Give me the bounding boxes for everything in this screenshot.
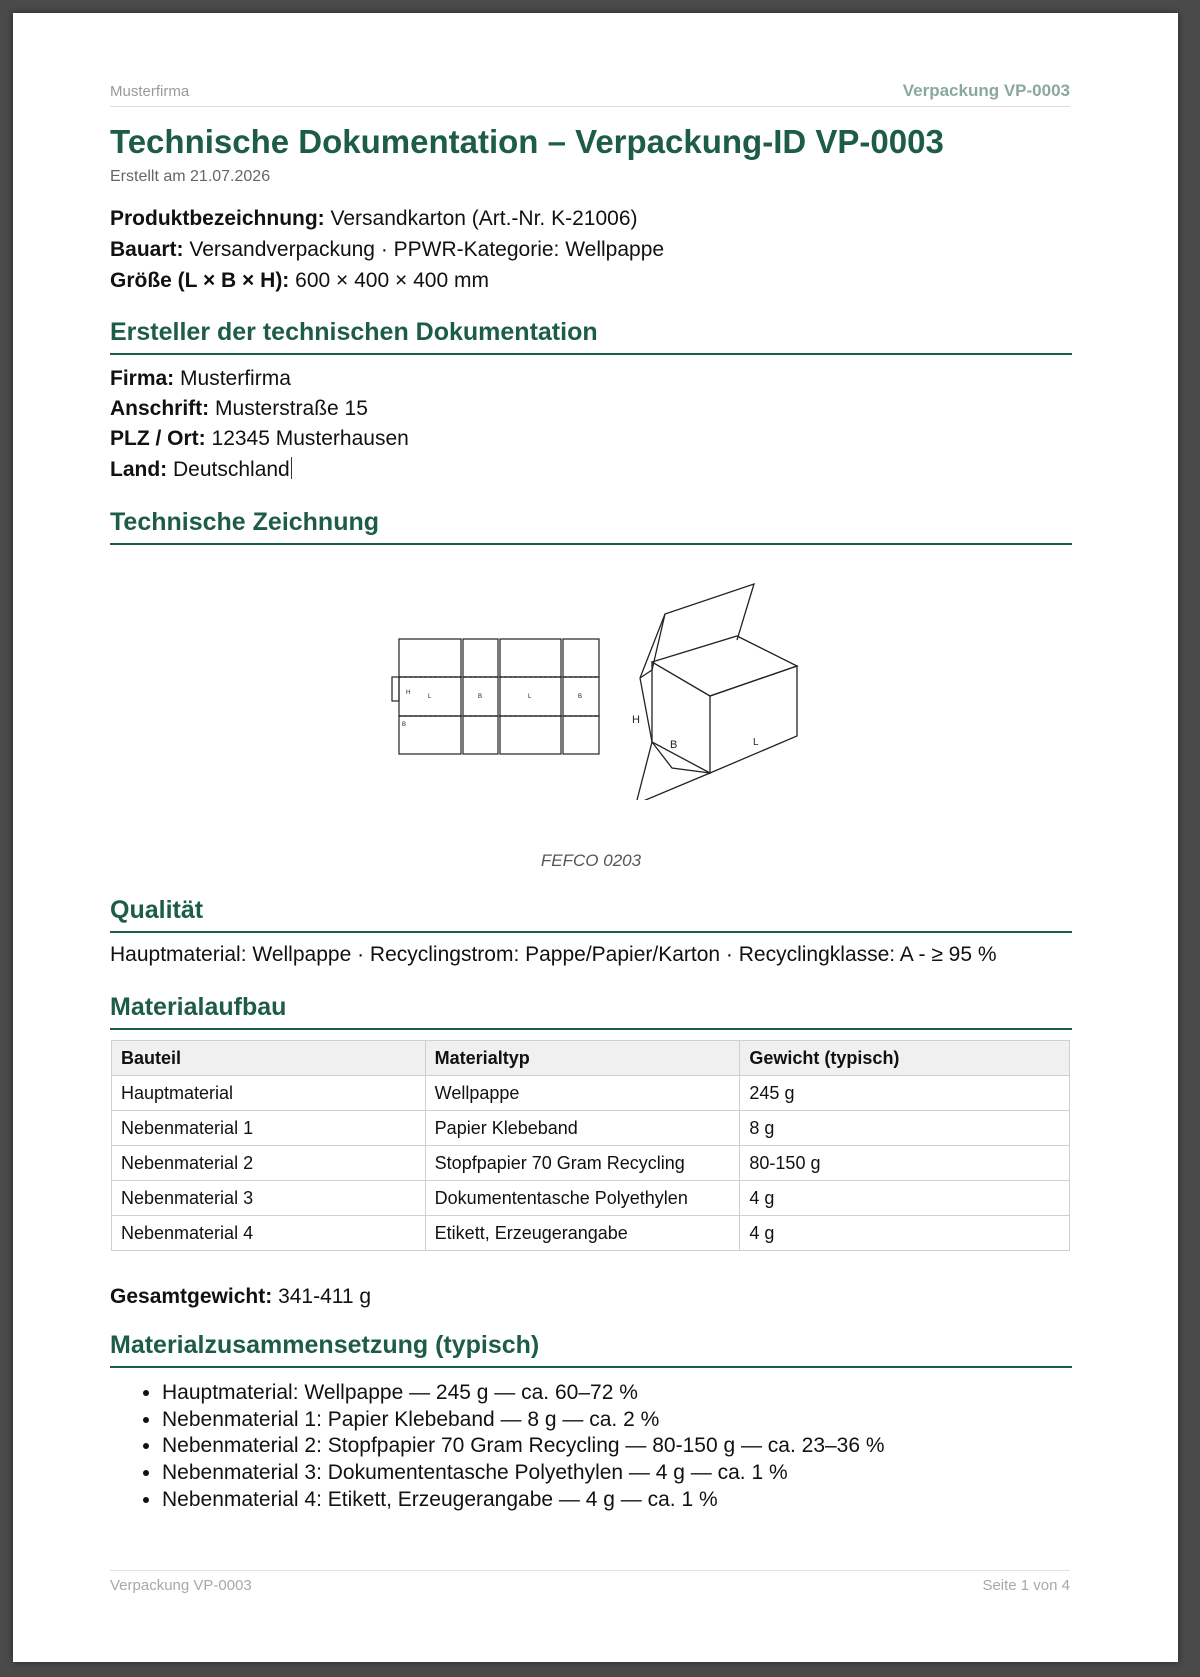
box-label-l: L	[753, 737, 759, 748]
creator-address-label: Anschrift:	[110, 397, 210, 420]
product-name-label: Produktbezeichnung:	[110, 207, 325, 230]
running-header	[110, 70, 1070, 107]
table-cell: Nebenmaterial 1	[112, 1111, 426, 1146]
product-type-label: Bauart:	[110, 238, 184, 261]
header-company: Musterfirma	[110, 83, 190, 100]
section-creator-title: Ersteller der technischen Dokumentation	[110, 318, 598, 346]
section-drawing-heading	[110, 505, 1072, 545]
table-cell: Stopfpapier 70 Gram Recycling	[425, 1146, 740, 1181]
technical-drawing	[380, 580, 820, 800]
table-cell: 8 g	[740, 1111, 1070, 1146]
flat-label-b3: B	[402, 722, 407, 728]
table-cell: Dokumententasche Polyethylen	[425, 1181, 740, 1216]
flat-label-l2: L	[528, 694, 532, 700]
product-type-line	[110, 238, 664, 262]
table-header-row	[112, 1041, 1070, 1076]
total-weight-label: Gesamtgewicht:	[110, 1285, 273, 1308]
header-doc-ref: Verpackung VP-0003	[902, 81, 1070, 100]
creator-city-line	[110, 427, 409, 451]
product-name-line	[110, 207, 638, 231]
table-cell: 80-150 g	[740, 1146, 1070, 1181]
list-item: • Hauptmaterial: Wellpappe — 245 g — ca. 60–72 %	[162, 1380, 885, 1407]
column-header: Bauteil	[112, 1041, 426, 1076]
running-footer	[110, 1570, 1070, 1607]
flat-label-b2: B	[578, 694, 583, 700]
table-cell: Etikett, Erzeugerangabe	[425, 1216, 740, 1251]
table-cell: Wellpappe	[425, 1076, 740, 1111]
flat-box-layout	[392, 639, 599, 754]
column-header: Materialtyp	[425, 1041, 740, 1076]
table-cell: Nebenmaterial 3	[112, 1181, 426, 1216]
box-label-b: B	[670, 739, 678, 751]
creator-firm-line	[110, 367, 291, 391]
page-title: Technische Dokumentation – Verpackung-ID VP-0003	[110, 123, 944, 160]
section-composition-heading	[110, 1328, 1072, 1368]
section-material-title: Materialaufbau	[110, 993, 287, 1021]
flat-label-b1: B	[478, 694, 483, 700]
table-row	[112, 1216, 1070, 1251]
column-header: Gewicht (typisch)	[740, 1041, 1070, 1076]
table-cell: Nebenmaterial 4	[112, 1216, 426, 1251]
creator-firm-label: Firma:	[110, 367, 175, 390]
product-type-value: Versandverpackung · PPWR-Kategorie: Wellpappe	[189, 238, 665, 261]
table-row	[112, 1146, 1070, 1181]
table-row	[112, 1111, 1070, 1146]
table-cell: Nebenmaterial 2	[112, 1146, 426, 1181]
section-drawing-title: Technische Zeichnung	[110, 508, 380, 536]
table-cell: Papier Klebeband	[425, 1111, 740, 1146]
creator-country-value: Deutschland	[173, 458, 290, 481]
total-weight-line	[110, 1285, 371, 1309]
table-row	[112, 1181, 1070, 1216]
box-label-h: H	[632, 714, 640, 726]
product-name-value: Versandkarton (Art.-Nr. K-21006)	[330, 207, 638, 230]
table-row	[112, 1076, 1070, 1111]
section-material-heading	[110, 990, 1072, 1030]
drawing-caption: FEFCO 0203	[540, 851, 642, 870]
product-size-line	[110, 269, 489, 293]
list-item: • Nebenmaterial 3: Dokumententasche Polyethylen — 4 g — ca. 1 %	[162, 1460, 885, 1487]
flat-label-h: H	[406, 690, 411, 696]
list-item: • Nebenmaterial 4: Etikett, Erzeugerangabe — 4 g — ca. 1 %	[162, 1487, 885, 1514]
product-size-value: 600 × 400 × 400 mm	[295, 269, 489, 292]
page-number: Seite 1 von 4	[982, 1577, 1070, 1594]
table-cell: 245 g	[740, 1076, 1070, 1111]
table-cell: 4 g	[740, 1181, 1070, 1216]
material-table	[111, 1040, 1070, 1251]
creator-firm-value: Musterfirma	[180, 367, 291, 390]
creator-address-value: Musterstraße 15	[215, 397, 368, 420]
created-date: Erstellt am 21.07.2026	[110, 168, 271, 185]
footer-doc-ref: Verpackung VP-0003	[110, 1577, 252, 1594]
table-cell: Hauptmaterial	[112, 1076, 426, 1111]
creator-city-value: 12345 Musterhausen	[211, 427, 409, 450]
flat-label-l1: L	[428, 694, 432, 700]
total-weight-value: 341-411 g	[278, 1285, 372, 1308]
creator-country-label: Land:	[110, 458, 168, 481]
text-cursor	[291, 457, 292, 479]
section-creator-heading	[110, 315, 1072, 355]
list-item: • Nebenmaterial 1: Papier Klebeband — 8 g — ca. 2 %	[162, 1407, 885, 1434]
assembled-box	[636, 584, 797, 800]
quality-text: Hauptmaterial: Wellpappe · Recyclingstrom: Pappe/Papier/Karton · Recyclingklasse: A - ≥ 95 %	[110, 943, 997, 966]
section-composition-title: Materialzusammensetzung (typisch)	[110, 1331, 540, 1359]
section-quality-heading	[110, 893, 1072, 933]
creator-city-label: PLZ / Ort:	[110, 427, 206, 450]
section-quality-title: Qualität	[110, 896, 204, 924]
table-cell: 4 g	[740, 1216, 1070, 1251]
list-item: • Nebenmaterial 2: Stopfpapier 70 Gram Recycling — 80-150 g — ca. 23–36 %	[162, 1433, 885, 1460]
creator-address-line	[110, 397, 368, 421]
product-size-label: Größe (L × B × H):	[110, 269, 290, 292]
creator-country-line[interactable]	[110, 457, 292, 482]
composition-list	[110, 1380, 885, 1514]
